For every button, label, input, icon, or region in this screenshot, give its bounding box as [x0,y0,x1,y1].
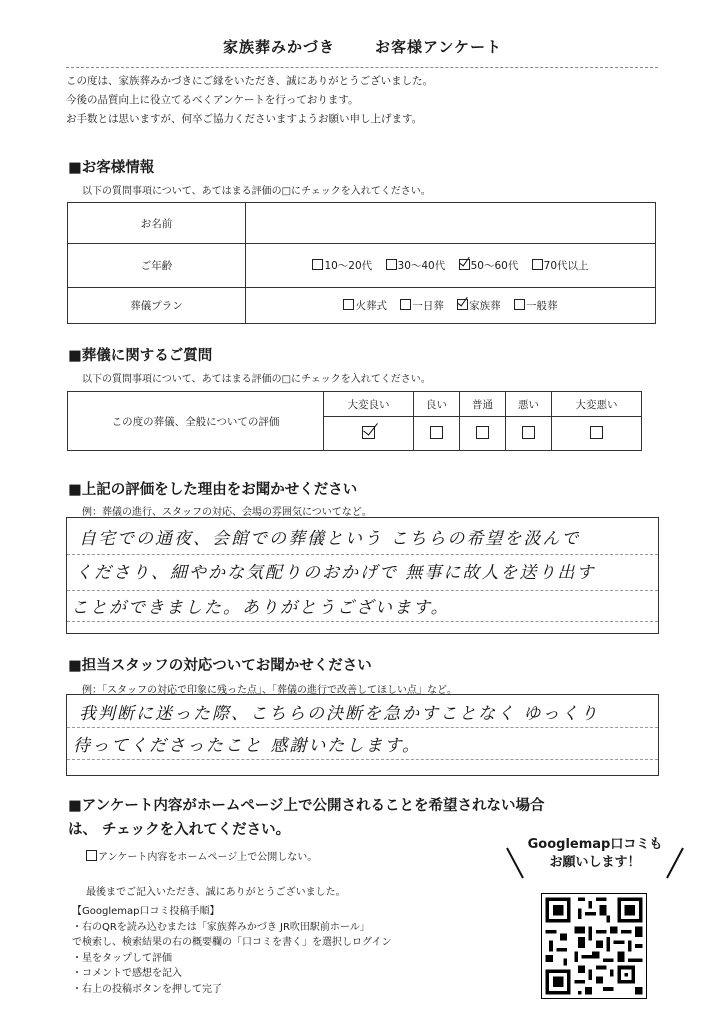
ruled-line [67,590,658,591]
page-title [0,36,725,57]
plan-options [246,288,656,324]
age-options [246,244,656,288]
age-checkbox[interactable] [312,259,323,270]
age-option[interactable] [532,258,589,273]
privacy-checkbox[interactable] [86,850,97,861]
age-option-label: 70代以上 [543,260,589,272]
staff-textarea[interactable] [66,694,659,776]
plan-option-label: 一日葬 [412,300,444,312]
privacy-option[interactable] [86,850,317,866]
guide-step: ・右のQRを読み込むまたは「家族葬みかづき JR吹田駅前ホール」 [72,921,370,933]
age-option[interactable] [459,258,519,273]
plan-option[interactable] [343,298,387,313]
plan-option-label: 火葬式 [355,300,387,312]
googlemap-line: Googlemap口コミも [527,837,663,852]
rating-header: 普通 [459,392,505,417]
reason-example: 例：葬儀の進行、スタッフの対応、会場の雰囲気についてなど。 [82,507,372,518]
staff-heading: ■担当スタッフの対応ついてお聞かせください [68,658,372,674]
plan-option[interactable] [514,298,558,313]
intro-line: この度は、家族葬みかづきにご縁をいただき、誠にありがとうございました。 [66,75,434,87]
customer-info-heading: ■お客様情報 [68,160,155,176]
rating-checkbox-bad[interactable] [522,426,535,439]
rating-checkbox-good[interactable] [430,426,443,439]
googlemap-line: お願いします！ [549,855,641,870]
rating-table [67,391,642,451]
handwritten-line: 待ってくださったこと 感謝いたします。 [73,736,422,756]
privacy-line: ■アンケート内容がホームページ上で公開されることを希望されない場合 [68,798,545,814]
googlemap-callout [510,836,680,872]
rating-header: 大変悪い [552,392,642,417]
reason-textarea[interactable] [66,517,659,634]
age-checkbox[interactable] [459,259,470,270]
rating-question: この度の葬儀、全般についての評価 [68,392,324,451]
plan-checkbox[interactable] [514,299,525,310]
googlemap-guide [72,904,392,997]
funeral-questions-note: 以下の質問事項について、あてはまる評価の□にチェックを入れてください。 [82,374,431,385]
plan-checkbox[interactable] [457,299,468,310]
age-checkbox[interactable] [386,259,397,270]
age-checkbox[interactable] [532,259,543,270]
guide-title: 【Googlemap口コミ投稿手順】 [72,906,220,917]
qr-code[interactable] [541,893,647,999]
title-divider [66,67,658,68]
rating-header: 大変良い [324,392,414,417]
intro-line: お手数とは思いますが、何卒ご協力くださいますようお願い申し上げます。 [66,113,423,125]
company-name: 家族葬みかづき [222,38,335,56]
staff-example: 例：「スタッフの対応で印象に残った点」、「葬儀の進行で改善してほしい点」など。 [82,685,457,696]
handwritten-line: くださり、細やかな気配りのおかげで 無事に故人を送り出す [75,563,596,583]
name-field[interactable] [246,203,656,244]
intro-text [66,72,433,129]
age-option-label: 50～60代 [470,260,519,272]
intro-line: 今後の品質向上に役立てるべくアンケートを行っております。 [66,94,359,106]
rating-checkbox-very-bad[interactable] [590,426,603,439]
rating-header: 悪い [505,392,551,417]
plan-label: 葬儀プラン [68,288,246,324]
customer-info-note: 以下の質問事項について、あてはまる評価の□にチェックを入れてください。 [82,186,431,197]
rating-cell [552,417,642,451]
name-label: お名前 [68,203,246,244]
age-label: ご年齢 [68,244,246,288]
age-option[interactable] [386,258,446,273]
ruled-line [67,759,658,760]
ruled-line [67,727,658,728]
plan-option[interactable] [400,298,444,313]
age-option-label: 10～20代 [324,260,373,272]
rating-cell [505,417,551,451]
guide-step: で検索し、検索結果の右の概要欄の「口コミを書く」を選択しログイン [72,937,392,948]
customer-info-table [67,202,656,324]
guide-step: ・星をタップして評価 [72,952,172,964]
privacy-heading [68,794,545,842]
reason-heading: ■上記の評価をした理由をお聞かせください [68,482,358,498]
ruled-line [67,554,658,555]
rating-checkbox-very-good[interactable] [362,426,375,439]
ruled-line [67,621,658,622]
handwritten-line: ことができました。ありがとうございます。 [71,598,450,618]
funeral-questions-heading: ■葬儀に関するご質問 [68,348,213,364]
rating-header: 良い [413,392,459,417]
plan-option[interactable] [457,298,501,313]
rating-cell [413,417,459,451]
handwritten-line: 我判断に迷った際、こちらの決断を急かすことなく ゆっくり [79,704,600,724]
plan-checkbox[interactable] [343,299,354,310]
handwritten-line: 自宅での通夜、会館での葬儀という こちらの希望を汲んで [79,529,581,549]
plan-checkbox[interactable] [400,299,411,310]
closing-thanks: 最後までご記入いただき、誠にありがとうございました。 [86,887,346,898]
age-option[interactable] [312,258,372,273]
rating-cell [324,417,414,451]
guide-step: ・右上の投稿ボタンを押して完了 [72,983,222,995]
plan-option-label: 一般葬 [526,300,558,312]
plan-option-label: 家族葬 [469,300,501,312]
rating-checkbox-normal[interactable] [476,426,489,439]
guide-step: ・コメントで感想を記入 [72,968,182,979]
privacy-line: は、 チェックを入れてください。 [68,822,291,838]
privacy-option-label: アンケート内容をホームページ上で公開しない。 [98,852,318,863]
survey-title: お客様アンケート [374,38,503,56]
rating-cell [459,417,505,451]
age-option-label: 30～40代 [397,260,446,272]
